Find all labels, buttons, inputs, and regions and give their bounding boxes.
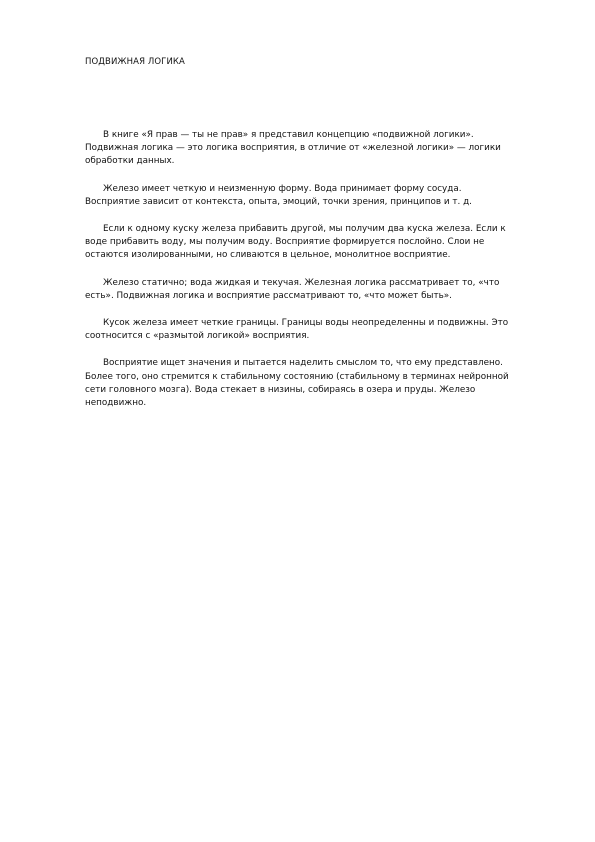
paragraph-6: Восприятие ищет значения и пытается наделить смыслом то, что ему представлено. Более того, оно стремится к стабильному состоянию (стабильному в терминах нейронной сети головного мозга). Вода стекает в низины, собираясь в озера и пруды. Железо неподвижно. bbox=[85, 358, 509, 409]
paragraph-4: Железо статично; вода жидкая и текучая. Железная логика рассматривает то, «что есть». Подвижная логика и восприятие рассматривают то, «что может быть». bbox=[85, 277, 500, 301]
document-title: ПОДВИЖНАЯ ЛОГИКА bbox=[85, 57, 185, 67]
paragraph-1: В книге «Я прав — ты не прав» я представил концепцию «подвижной логики». Подвижная логика — это логика восприятия, в отличие от «железной логики» — логики обработки данных. bbox=[85, 130, 501, 167]
paragraph-3: Если к одному куску железа прибавить другой, мы получим два куска железа. Если к воде прибавить воду, мы получим воду. Восприятие формируется послойно. Слои не остаются изолированными, но сливаются в цельное, монолитное восприятие. bbox=[85, 224, 506, 261]
paragraph-2: Железо имеет четкую и неизменную форму. Вода принимает форму сосуда. Восприятие зависит от контекста, опыта, эмоций, точки зрения, принципов и т. д. bbox=[85, 183, 472, 207]
document-body bbox=[85, 129, 511, 424]
paragraph-5: Кусок железа имеет четкие границы. Границы воды неопределенны и подвижны. Это соотносится с «размытой логикой» восприятия. bbox=[85, 318, 509, 342]
